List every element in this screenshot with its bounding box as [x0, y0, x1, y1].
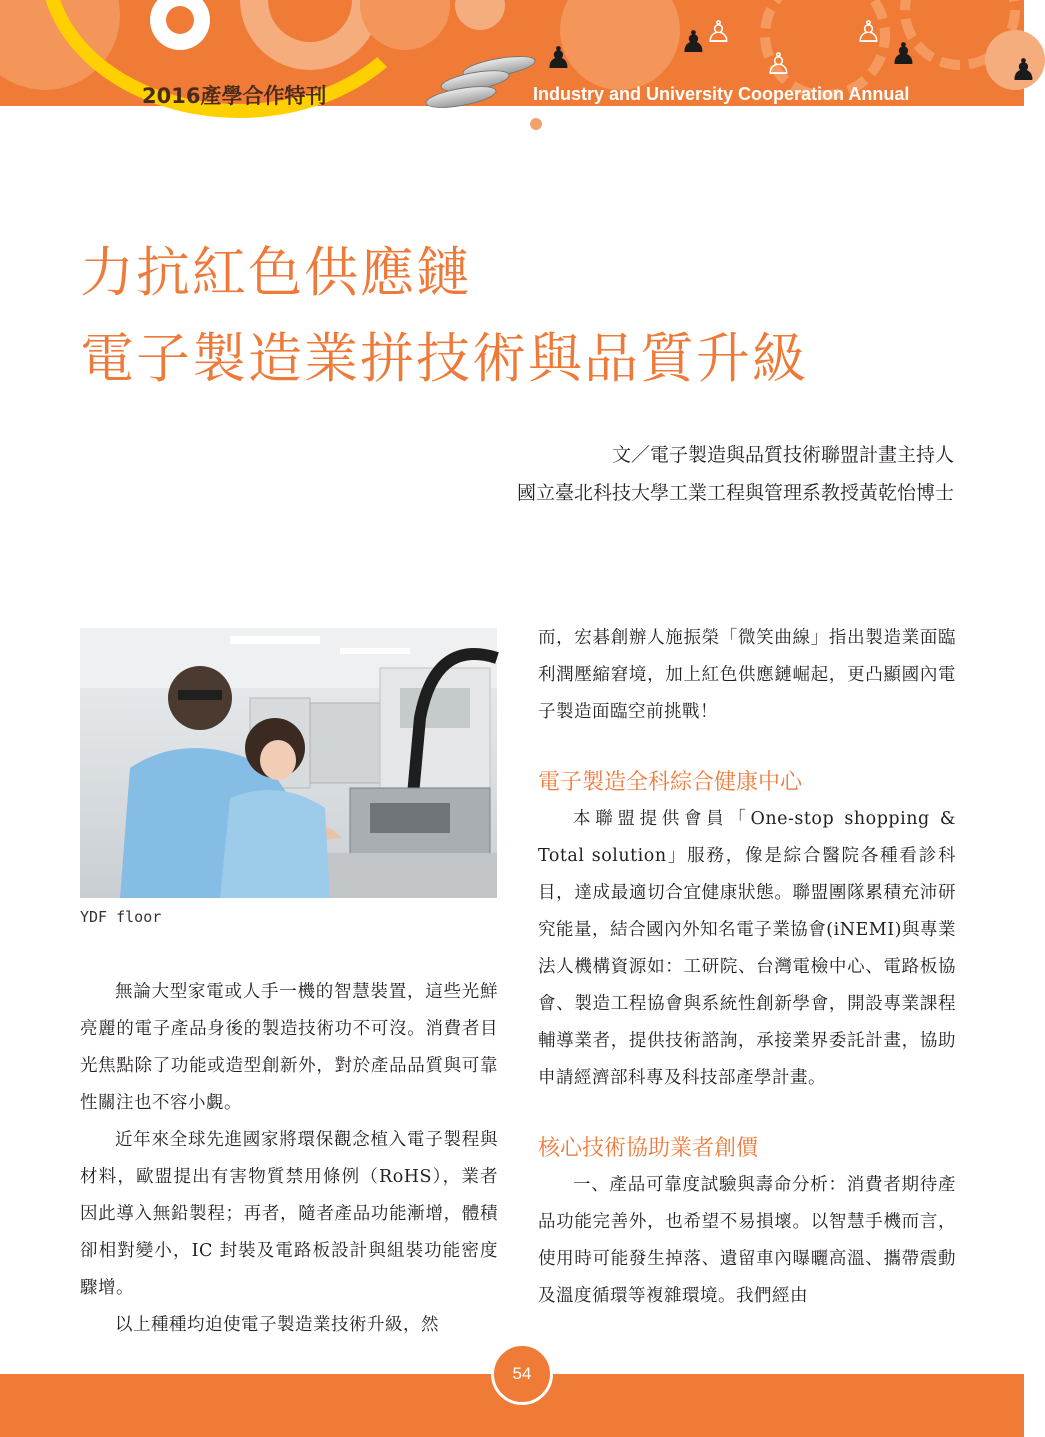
byline-line-2: 國立臺北科技大學工業工程與管理系教授黃乾怡博士 — [516, 482, 954, 504]
body-paragraph: 一、產品可靠度試驗與壽命分析：消費者期待產品功能完善外，也希望不易損壞。以智慧手機而言，使用時可能發生掉落、遺留車內曝曬高溫、攜帶震動及溫度循環等複雜環境。我們經由 — [538, 1175, 956, 1306]
byline-line-1: 文／電子製造與品質技術聯盟計畫主持人 — [611, 444, 954, 466]
decor-bubble — [455, 0, 505, 30]
article-title — [80, 230, 808, 402]
body-paragraph: 本聯盟提供會員「One-stop shopping & Total solution」服務，像是綜合醫院各種看診科目，達成最適切合宜健康狀態。聯盟團隊累積充沛研究能量，結合國內外知名電子業協會(iNEMI)與專業法人機構資源如：工研院、台灣電檢中心、電路板協會、製造工程協會與系統性創新學會，開設專業課程輔導業者，提供技術諮詢，承接業界委託計畫，協助申請經濟部科專及科技部產學計畫。 — [538, 809, 956, 1088]
person-icon: ♙ — [705, 15, 732, 50]
person-icon: ♟ — [1010, 53, 1037, 88]
article-title-line-2: 電子製造業拼技術與品質升級 — [80, 327, 808, 390]
right-column — [538, 620, 956, 1315]
annual-title-english: Industry and University Cooperation Annual — [533, 84, 910, 104]
annual-title-chinese: 2016產學合作特刊 — [142, 84, 327, 108]
body-paragraph: 無論大型家電或人手一機的智慧裝置，這些光鮮亮麗的電子產品身後的製造技術功不可沒。消費者目光焦點除了功能或造型創新外，對於產品品質與可靠性關注也不容小覷。 — [80, 982, 498, 1113]
body-paragraph: 而，宏碁創辦人施振榮「微笑曲線」指出製造業面臨利潤壓縮窘境，加上紅色供應鏈崛起，更凸顯國內電子製造面臨空前挑戰！ — [538, 628, 956, 722]
left-column — [80, 974, 498, 1344]
person-icon: ♟ — [890, 37, 917, 72]
photo-caption: YDF floor — [80, 908, 162, 926]
body-paragraph: 近年來全球先進國家將環保觀念植入電子製程與材料，歐盟提出有害物質禁用條例（RoHS），業者因此導入無鉛製程；再者，隨者產品功能漸增，體積卻相對變小，IC 封裝及電路板設計與組裝功能密度驟增。 — [80, 1130, 498, 1298]
article-title-line-1: 力抗紅色供應鏈 — [80, 241, 472, 304]
person-icon: ♟ — [545, 41, 572, 76]
section-heading: 電子製造全科綜合健康中心 — [538, 770, 803, 795]
page-number: 54 — [491, 1343, 553, 1405]
lab-photo-illustration — [80, 628, 497, 898]
article-byline — [517, 436, 954, 512]
decor-bubble — [560, 0, 680, 90]
decor-dot — [530, 118, 542, 130]
person-icon: ♙ — [765, 47, 792, 82]
person-icon: ♟ — [680, 25, 707, 60]
header-banner — [0, 0, 1037, 108]
body-paragraph: 以上種種均迫使電子製造業技術升級，然 — [115, 1315, 439, 1335]
person-icon: ♙ — [855, 15, 882, 50]
section-heading: 核心技術協助業者創價 — [538, 1136, 759, 1161]
lab-photo — [80, 628, 497, 898]
